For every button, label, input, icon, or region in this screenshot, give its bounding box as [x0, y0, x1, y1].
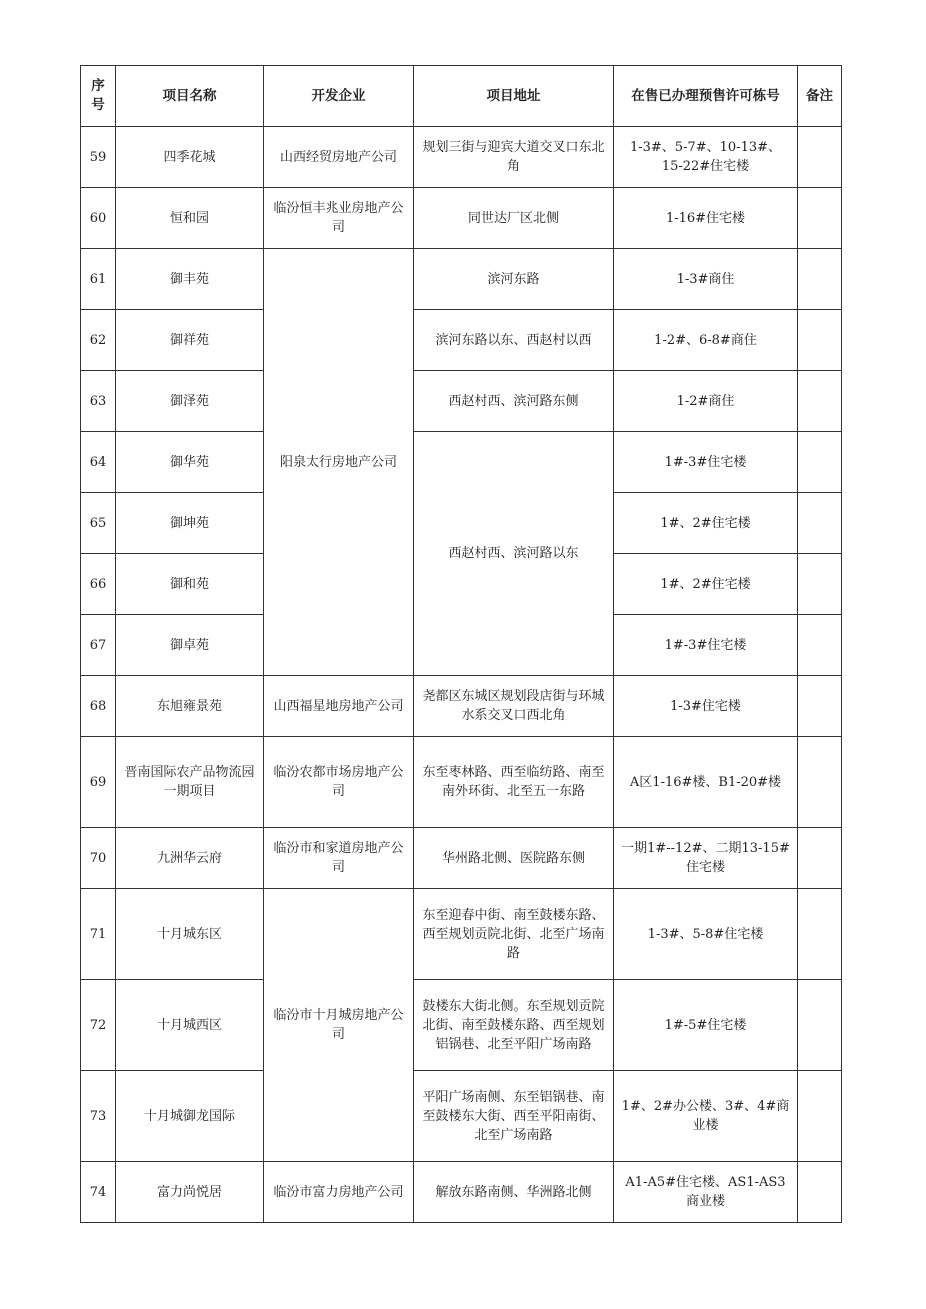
cell-note: [798, 980, 842, 1071]
cell-note: [798, 249, 842, 310]
cell-name: 四季花城: [116, 127, 264, 188]
cell-seq: 72: [81, 980, 116, 1071]
cell-permit: 1-2#、6-8#商住: [614, 310, 798, 371]
cell-name: 十月城御龙国际: [116, 1071, 264, 1162]
cell-permit: 一期1#--12#、二期13-15#住宅楼: [614, 828, 798, 889]
cell-note: [798, 737, 842, 828]
cell-seq: 63: [81, 371, 116, 432]
cell-seq: 65: [81, 493, 116, 554]
cell-address: 平阳广场南侧、东至铝锅巷、南至鼓楼东大街、西至平阳南街、北至广场南路: [414, 1071, 614, 1162]
cell-name: 十月城西区: [116, 980, 264, 1071]
table-row: [81, 310, 842, 371]
cell-address: 滨河东路以东、西赵村以西: [414, 310, 614, 371]
cell-note: [798, 127, 842, 188]
table-row: [81, 828, 842, 889]
cell-name: 十月城东区: [116, 889, 264, 980]
header-developer: 开发企业: [264, 66, 414, 127]
cell-note: [798, 889, 842, 980]
cell-note: [798, 554, 842, 615]
cell-address: 东至枣林路、西至临纺路、南至南外环街、北至五一东路: [414, 737, 614, 828]
cell-permit: A1-A5#住宅楼、AS1-AS3商业楼: [614, 1162, 798, 1223]
cell-address: 解放东路南侧、华洲路北侧: [414, 1162, 614, 1223]
cell-permit: A区1-16#楼、B1-20#楼: [614, 737, 798, 828]
cell-name: 御祥苑: [116, 310, 264, 371]
table-row: [81, 889, 842, 980]
cell-note: [798, 615, 842, 676]
table-row: [81, 249, 842, 310]
cell-permit: 1#-5#住宅楼: [614, 980, 798, 1071]
cell-permit: 1#-3#住宅楼: [614, 615, 798, 676]
table-row: [81, 371, 842, 432]
table-row: [81, 1071, 842, 1162]
cell-permit: 1#、2#办公楼、3#、4#商业楼: [614, 1071, 798, 1162]
cell-seq: 73: [81, 1071, 116, 1162]
cell-seq: 66: [81, 554, 116, 615]
header-note: 备注: [798, 66, 842, 127]
cell-address: 同世达厂区北侧: [414, 188, 614, 249]
presale-permit-table: [80, 65, 842, 1223]
cell-address: 滨河东路: [414, 249, 614, 310]
cell-seq: 70: [81, 828, 116, 889]
cell-address: 东至迎春中街、南至鼓楼东路、西至规划贡院北街、北至广场南路: [414, 889, 614, 980]
table-header-row: [81, 66, 842, 127]
cell-developer: 临汾农都市场房地产公司: [264, 737, 414, 828]
table-row: [81, 127, 842, 188]
header-seq: 序号: [81, 66, 116, 127]
cell-name: 九洲华云府: [116, 828, 264, 889]
cell-seq: 68: [81, 676, 116, 737]
cell-address: 西赵村西、滨河路东侧: [414, 371, 614, 432]
cell-permit: 1#、2#住宅楼: [614, 554, 798, 615]
cell-note: [798, 188, 842, 249]
cell-name: 御丰苑: [116, 249, 264, 310]
cell-note: [798, 676, 842, 737]
cell-address: 规划三街与迎宾大道交叉口东北角: [414, 127, 614, 188]
cell-name: 东旭雍景苑: [116, 676, 264, 737]
cell-name: 御华苑: [116, 432, 264, 493]
header-address: 项目地址: [414, 66, 614, 127]
cell-name: 晋南国际农产品物流园一期项目: [116, 737, 264, 828]
cell-address: 鼓楼东大街北侧。东至规划贡院北街、南至鼓楼东路、西至规划铝锅巷、北至平阳广场南路: [414, 980, 614, 1071]
cell-seq: 62: [81, 310, 116, 371]
cell-permit: 1-16#住宅楼: [614, 188, 798, 249]
cell-name: 御卓苑: [116, 615, 264, 676]
cell-name: 富力尚悦居: [116, 1162, 264, 1223]
cell-note: [798, 371, 842, 432]
cell-permit: 1-3#住宅楼: [614, 676, 798, 737]
cell-seq: 59: [81, 127, 116, 188]
cell-note: [798, 432, 842, 493]
header-permit: 在售已办理预售许可栋号: [614, 66, 798, 127]
cell-seq: 69: [81, 737, 116, 828]
table-row: [81, 980, 842, 1071]
cell-permit: 1#-3#住宅楼: [614, 432, 798, 493]
cell-seq: 64: [81, 432, 116, 493]
cell-name: 御和苑: [116, 554, 264, 615]
cell-note: [798, 1162, 842, 1223]
table-row: [81, 737, 842, 828]
cell-address: 华州路北侧、医院路东侧: [414, 828, 614, 889]
cell-address: 尧都区东城区规划段店街与环城水系交叉口西北角: [414, 676, 614, 737]
table-row: [81, 188, 842, 249]
cell-note: [798, 828, 842, 889]
cell-seq: 71: [81, 889, 116, 980]
cell-note: [798, 493, 842, 554]
cell-developer: 山西福星地房地产公司: [264, 676, 414, 737]
cell-note: [798, 1071, 842, 1162]
cell-name: 御泽苑: [116, 371, 264, 432]
cell-permit: 1-3#、5-7#、10-13#、15-22#住宅楼: [614, 127, 798, 188]
cell-developer: 山西经贸房地产公司: [264, 127, 414, 188]
table-row: [81, 432, 842, 493]
table-row: [81, 1162, 842, 1223]
cell-permit: 1-2#商住: [614, 371, 798, 432]
table-row: [81, 676, 842, 737]
cell-name: 恒和园: [116, 188, 264, 249]
cell-seq: 60: [81, 188, 116, 249]
cell-permit: 1-3#、5-8#住宅楼: [614, 889, 798, 980]
cell-address: 西赵村西、滨河路以东: [414, 432, 614, 676]
cell-note: [798, 310, 842, 371]
cell-seq: 61: [81, 249, 116, 310]
cell-developer: 阳泉太行房地产公司: [264, 249, 414, 676]
cell-seq: 74: [81, 1162, 116, 1223]
cell-seq: 67: [81, 615, 116, 676]
cell-permit: 1-3#商住: [614, 249, 798, 310]
cell-developer: 临汾市和家道房地产公司: [264, 828, 414, 889]
cell-permit: 1#、2#住宅楼: [614, 493, 798, 554]
cell-developer: 临汾市富力房地产公司: [264, 1162, 414, 1223]
cell-developer: 临汾恒丰兆业房地产公司: [264, 188, 414, 249]
header-name: 项目名称: [116, 66, 264, 127]
cell-developer: 临汾市十月城房地产公司: [264, 889, 414, 1162]
cell-name: 御坤苑: [116, 493, 264, 554]
